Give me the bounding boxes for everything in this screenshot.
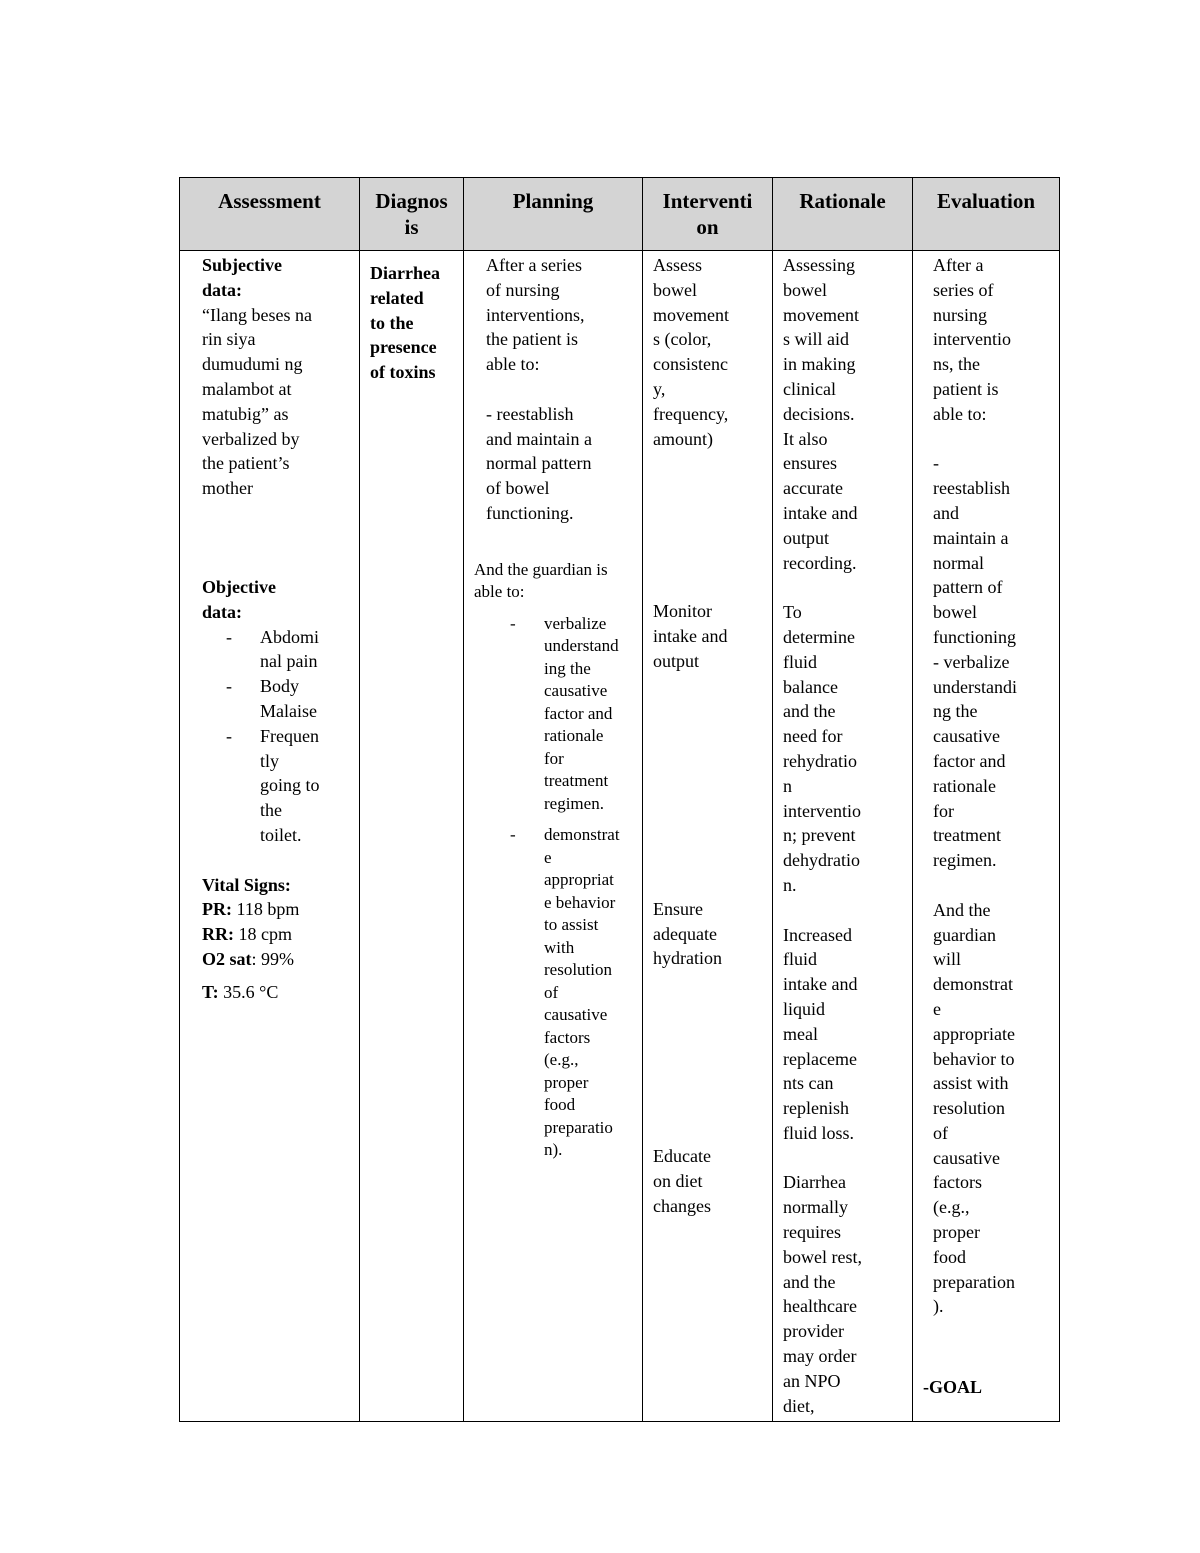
evaluation-goal-label: -GOAL [923,1377,983,1398]
intervention-item: Assess bowel movement s (color, consistenc y, frequency, amount) [653,255,729,449]
planning-guardian-item: - demonstrat e appropriat e behavior to assist with resolution of causative factors (e.g., proper food preparatio n). [474,824,634,1162]
evaluation-guardian: And the guardian will demonstrat e appropriate behavior to assist with resolution of causative factors (e.g., proper food preparation ). [933,899,1015,1317]
evaluation-goal-2: - verbalize understandi ng the causative factor and rationale for treatment regimen. [933,651,1017,871]
vital-pr [202,897,351,922]
header-assessment: Assessment [180,178,360,251]
header-rationale: Rationale [773,178,913,251]
header-evaluation: Evaluation [913,178,1060,251]
planning-guardian-intro: And the guardian is able to: [474,559,608,602]
vital-rr [202,922,351,947]
t-value: 35.6 °C [218,981,279,1002]
evaluation-cell [913,251,1060,1422]
vital-t [202,980,351,1005]
intervention-item: Ensure adequate hydration [653,898,722,969]
planning-guardian-list [474,613,634,1162]
assessment-cell [180,251,360,1422]
rationale-item: Increased fluid intake and liquid meal replaceme nts can replenish fluid loss. [783,924,858,1143]
header-intervention: Interventi on [643,178,773,251]
vital-signs-label: Vital Signs: [202,874,291,895]
planning-intro: After a series of nursing interventions, the patient is able to: [486,255,585,375]
pr-label: PR: [202,899,232,920]
header-row [180,178,1060,251]
vital-o2 [202,947,351,972]
o2-label: O2 sat [202,948,252,969]
diagnosis-cell [360,251,464,1422]
o2-value: : 99% [251,948,294,969]
intervention-cell [643,251,773,1422]
rr-value: 18 cpm [234,924,292,945]
objective-item: - Abdomi nal pain [202,625,351,675]
subjective-text: “Ilang beses na rin siya dumudumi ng malambot at matubig” as verbalized by the patient’s mother [202,304,312,499]
t-label: T: [202,981,219,1002]
intervention-item: Educate on diet changes [653,1146,711,1216]
objective-list [202,625,351,848]
objective-item: - Body Malaise [202,674,351,724]
content-row [180,251,1060,1422]
header-planning: Planning [464,178,643,251]
planning-goal-1: - reestablish and maintain a normal pattern of bowel functioning. [486,403,592,523]
nursing-care-plan-table [179,177,1060,1422]
planning-guardian-item: - verbalize understand ing the causative factor and rationale for treatment regimen. [474,613,634,816]
intervention-item: Monitor intake and output [653,601,728,671]
pr-value: 118 bpm [232,899,300,920]
evaluation-goal-1: - reestablish and maintain a normal pattern of bowel functioning [933,453,1016,647]
header-diagnosis: Diagnos is [360,178,464,251]
rationale-item: Assessing bowel movement s will aid in making clinical decisions. It also ensures accurate intake and output recording. [783,255,859,573]
objective-label: Objective data: [202,576,276,622]
objective-item: - Frequen tly going to the toilet. [202,724,351,848]
planning-cell [464,251,643,1422]
subjective-label: Subjective data: [202,255,282,300]
rationale-item: Diarrhea normally requires bowel rest, and the healthcare provider may order an NPO diet, [783,1172,862,1416]
rationale-cell [773,251,913,1422]
rationale-item: To determine fluid balance and the need for rehydratio n interventio n; prevent dehydratio n. [783,602,861,895]
evaluation-intro: After a series of nursing interventio ns, the patient is able to: [933,255,1011,424]
rr-label: RR: [202,924,234,945]
diagnosis-text: Diarrhea related to the presence of toxins [370,263,440,383]
